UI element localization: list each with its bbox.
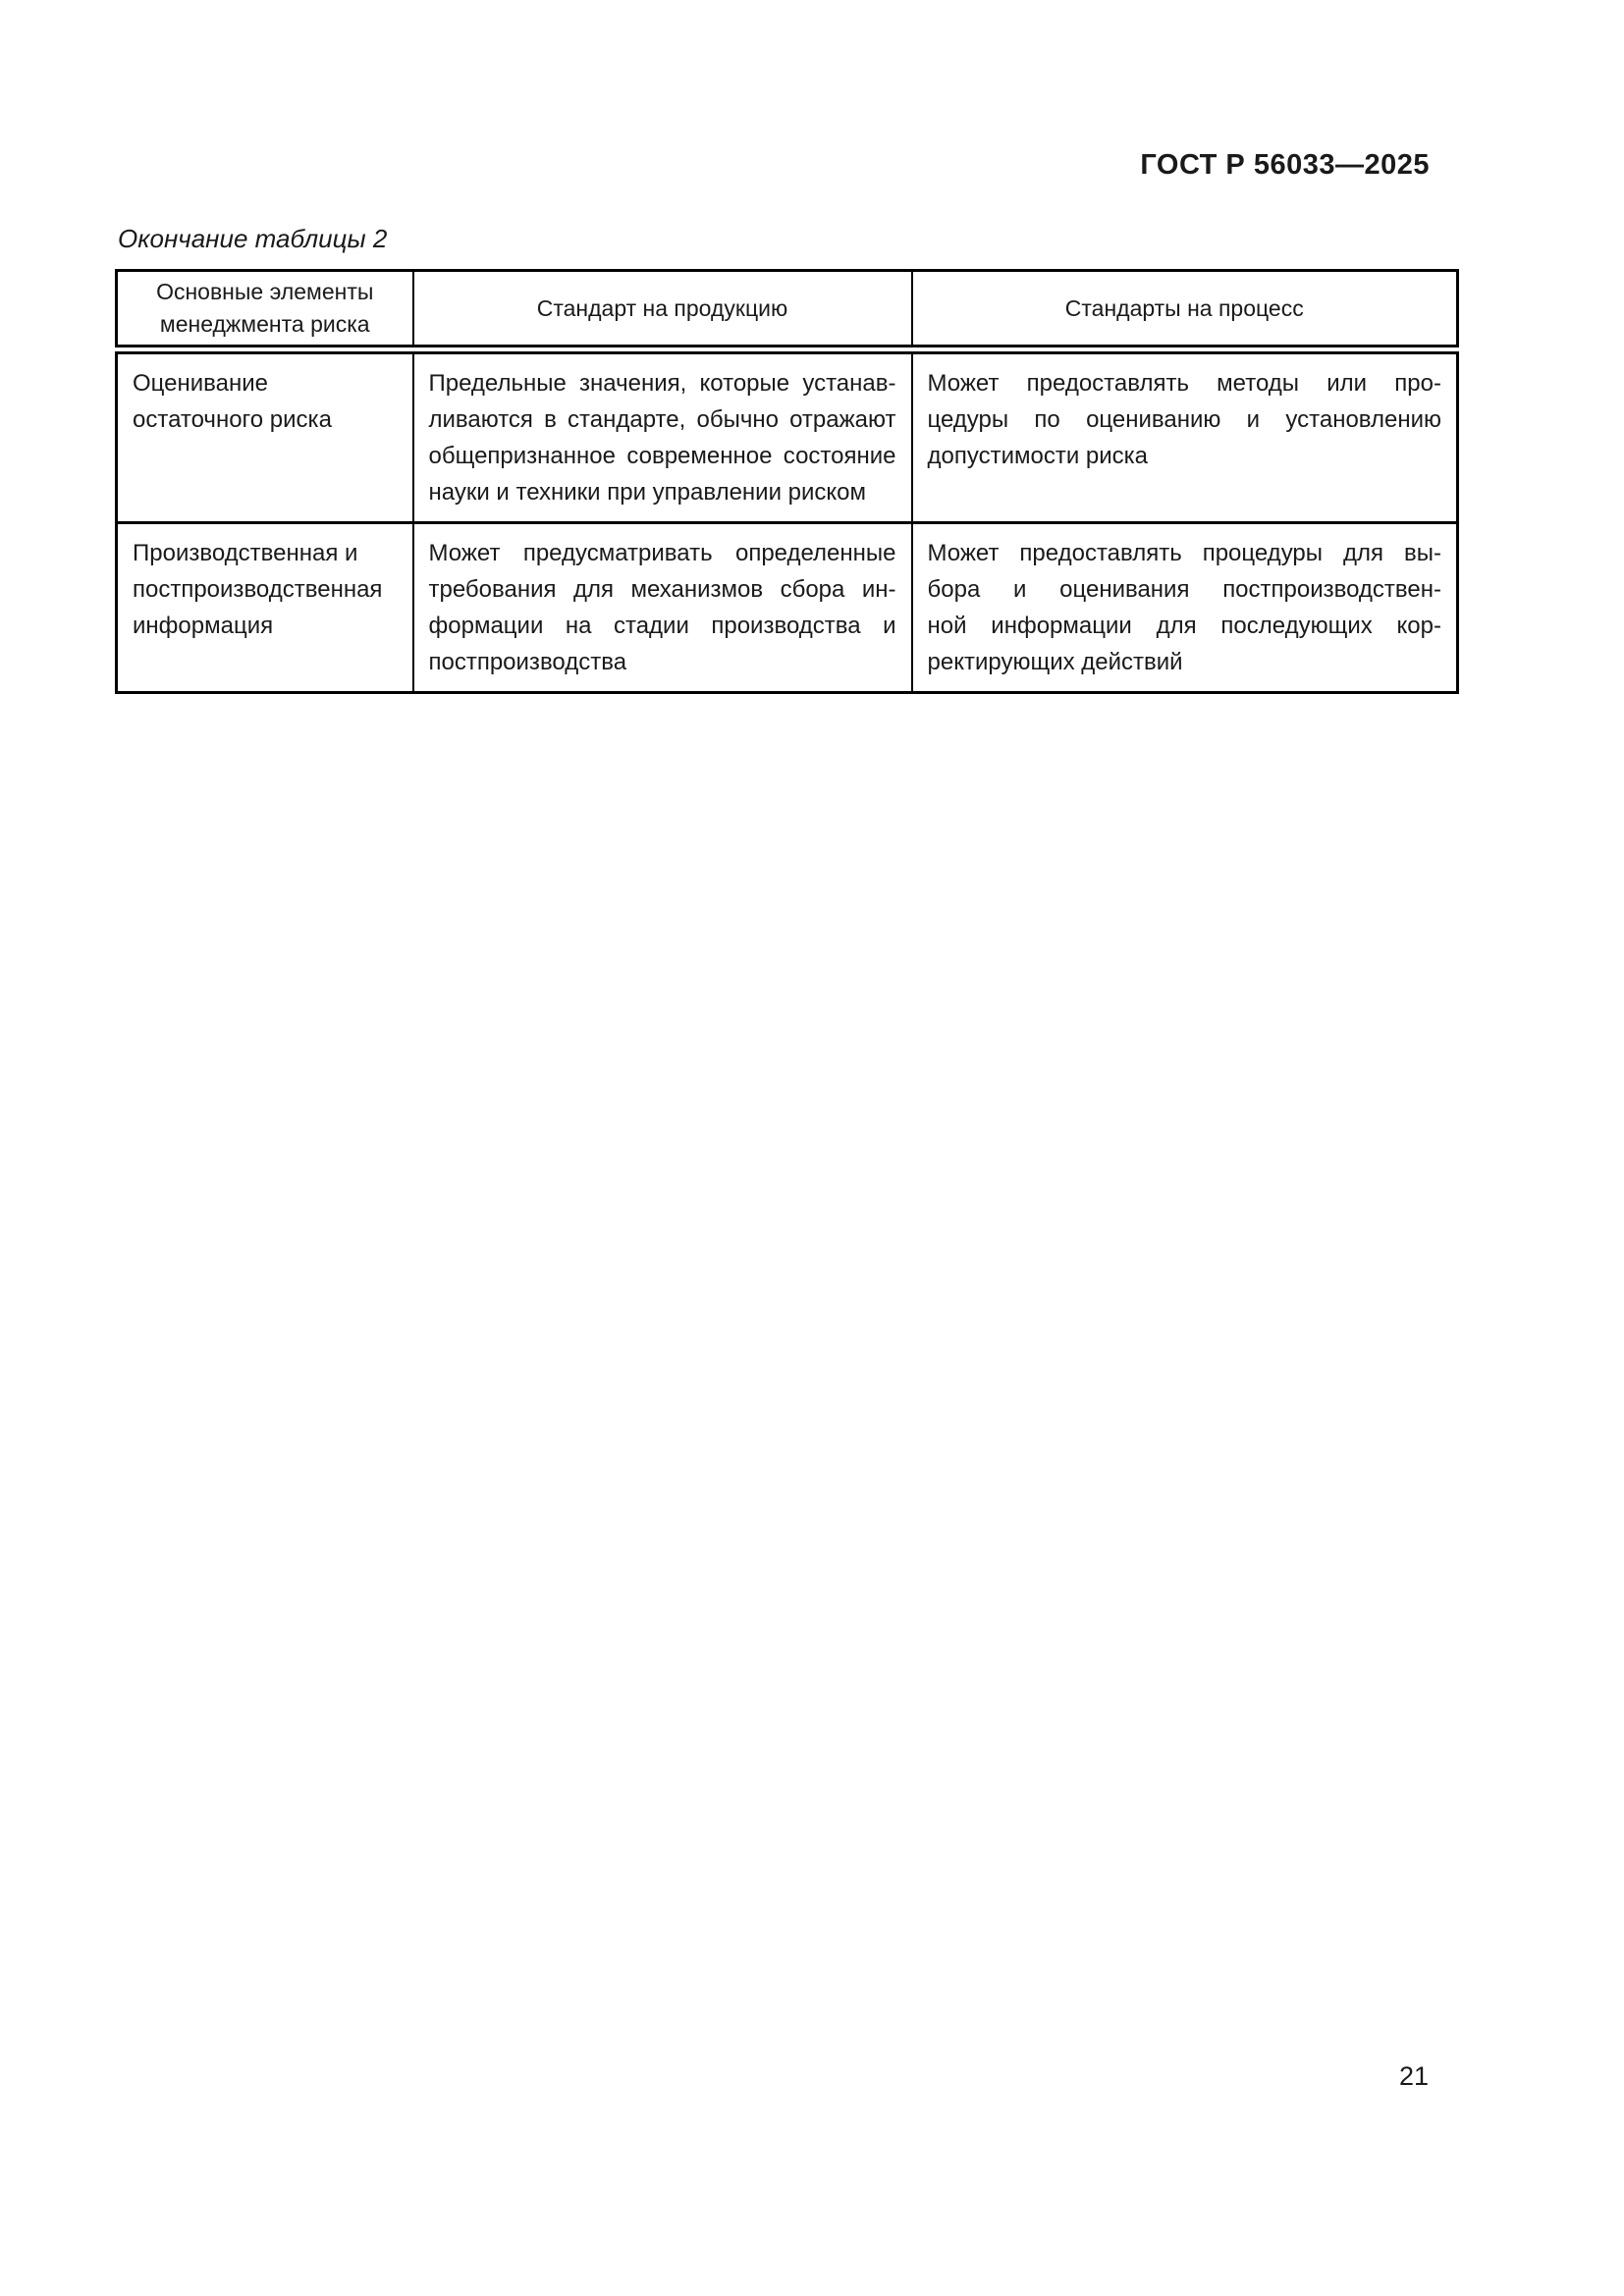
column-header-product-standard: Стандарт на продукцию: [413, 271, 912, 350]
standard-code: ГОСТ Р 56033—2025: [1140, 149, 1430, 181]
table-row-residual-risk: [117, 349, 1458, 523]
column-header-risk-elements: Основные элементы менеджмента риска: [117, 271, 413, 350]
column-header-process-standards: Стандарты на процесс: [912, 271, 1458, 350]
page-number: 21: [1398, 2061, 1429, 2091]
cell-risk-element: Оценивание остаточного риска: [117, 349, 413, 523]
table-row-production-info: [117, 523, 1458, 693]
table-header-row: [117, 271, 1458, 350]
cell-product-standard: Предельные значения, которые устанав- ливаются в стандарте, обычно отражают общепризнанное современное состояние науки и техники при управлении риском: [413, 349, 912, 523]
risk-management-table: [115, 269, 1459, 694]
cell-risk-element: Производственная и постпроизводственная информация: [117, 523, 413, 693]
cell-product-standard: Может предусматривать определенные требования для механизмов сбора ин- формации на стадии производства и постпроизводства: [413, 523, 912, 693]
table-continuation-caption: Окончание таблицы 2: [118, 224, 388, 253]
cell-process-standards: Может предоставлять процедуры для вы- бора и оценивания постпроизводствен- ной информации для последующих кор- ректирующих действий: [912, 523, 1458, 693]
cell-process-standards: Может предоставлять методы или про- цедуры по оцениванию и установлению допустимости риска: [912, 349, 1458, 523]
